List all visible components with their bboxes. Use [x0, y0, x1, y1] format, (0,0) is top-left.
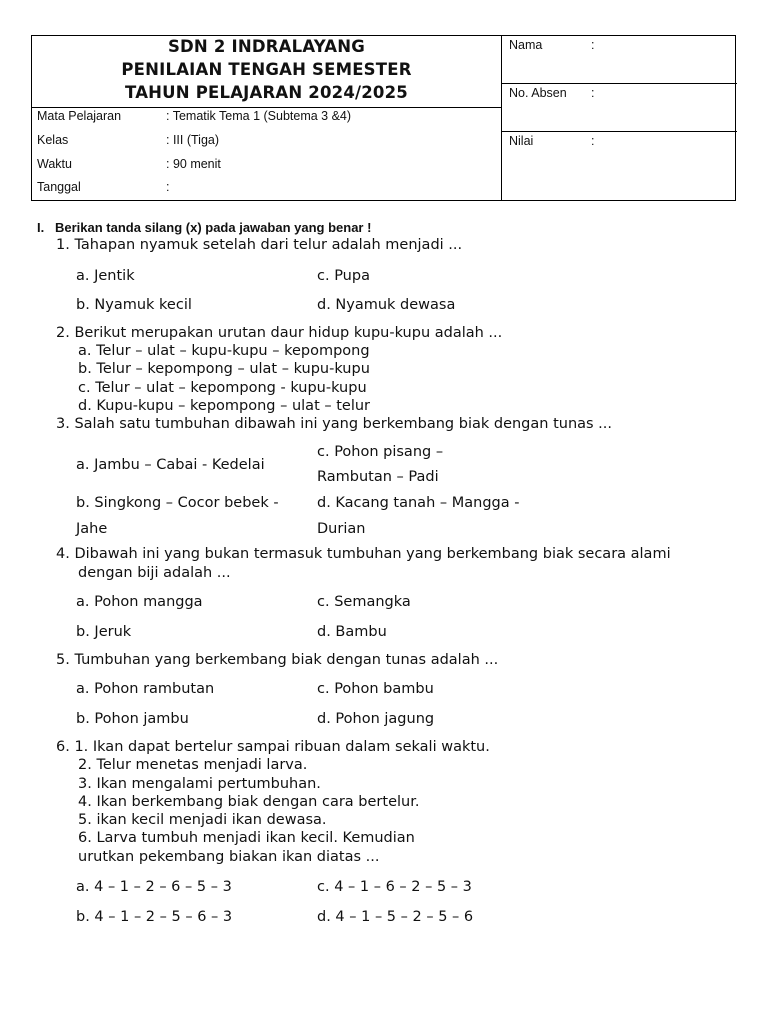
question-3-option-a[interactable]: a. Jambu – Cabai - Kedelai	[76, 457, 265, 473]
question-3-option-b-line2[interactable]: Jahe	[76, 521, 108, 537]
question-1-option-c[interactable]: c. Pupa	[317, 268, 370, 284]
class-value: : III (Tiga)	[166, 133, 220, 147]
name-value: :	[591, 38, 595, 52]
question-5-option-c[interactable]: c. Pohon bambu	[317, 681, 434, 697]
question-6-option-a[interactable]: a. 4 – 1 – 2 – 6 – 5 – 3	[76, 879, 232, 895]
question-1-option-a[interactable]: a. Jentik	[76, 268, 135, 284]
date-value: :	[166, 180, 170, 194]
question-6-option-b[interactable]: b. 4 – 1 – 2 – 5 – 6 – 3	[76, 909, 233, 925]
question-6-line-6: 6. Larva tumbuh menjadi ikan kecil. Kemudian	[78, 830, 415, 846]
question-4-option-a[interactable]: a. Pohon mangga	[76, 594, 203, 610]
question-1-text: 1. Tahapan nyamuk setelah dari telur adalah menjadi ...	[56, 237, 463, 253]
header-divider-right-1	[502, 83, 737, 84]
question-2-option-d[interactable]: d. Kupu-kupu – kepompong – ulat – telur	[78, 398, 371, 414]
header-divider-right-2	[502, 131, 737, 132]
school-year: TAHUN PELAJARAN 2024/2025	[125, 83, 408, 102]
question-5-text: 5. Tumbuhan yang berkembang biak dengan tunas adalah ...	[56, 652, 499, 668]
date-label: Tanggal	[37, 180, 81, 194]
header-divider-vertical	[501, 36, 502, 200]
absen-label: No. Absen	[509, 86, 567, 100]
question-6-line-4: 4. Ikan berkembang biak dengan cara bertelur.	[78, 794, 420, 810]
question-4-option-b[interactable]: b. Jeruk	[76, 624, 132, 640]
question-6-line-1: 6. 1. Ikan dapat bertelur sampai ribuan dalam sekali waktu.	[56, 739, 490, 755]
subject-label: Mata Pelajaran	[37, 109, 122, 123]
question-5-option-a[interactable]: a. Pohon rambutan	[76, 681, 215, 697]
question-6-option-d[interactable]: d. 4 – 1 – 5 – 2 – 5 – 6	[317, 909, 474, 925]
time-value: : 90 menit	[166, 157, 221, 171]
question-4-text-line2: dengan biji adalah ...	[78, 565, 231, 581]
question-6-line-2: 2. Telur menetas menjadi larva.	[78, 757, 308, 773]
question-4-text-line1: 4. Dibawah ini yang bukan termasuk tumbuhan yang berkembang biak secara alami	[56, 546, 671, 562]
time-label: Waktu	[37, 157, 72, 171]
name-label: Nama	[509, 38, 543, 52]
section-number: I.	[37, 220, 45, 235]
question-3-option-c-line2[interactable]: Rambutan – Padi	[317, 469, 439, 485]
header-box	[31, 35, 736, 201]
question-3-text: 3. Salah satu tumbuhan dibawah ini yang berkembang biak dengan tunas ...	[56, 416, 613, 432]
question-5-option-b[interactable]: b. Pohon jambu	[76, 711, 189, 727]
question-1-option-d[interactable]: d. Nyamuk dewasa	[317, 297, 456, 313]
question-6-line-5: 5. ikan kecil menjadi ikan dewasa.	[78, 812, 327, 828]
question-3-option-d-line1[interactable]: d. Kacang tanah – Mangga -	[317, 495, 520, 511]
question-6-line-7: urutkan pekembang biakan ikan diatas ...	[78, 849, 380, 865]
question-6-option-c[interactable]: c. 4 – 1 – 6 – 2 – 5 – 3	[317, 879, 472, 895]
question-2-option-c[interactable]: c. Telur – ulat – kepompong - kupu-kupu	[78, 380, 367, 396]
school-name: SDN 2 INDRALAYANG	[167, 37, 366, 56]
header-divider-left	[32, 107, 501, 108]
exam-title: PENILAIAN TENGAH SEMESTER	[121, 60, 412, 79]
question-3-option-b-line1[interactable]: b. Singkong – Cocor bebek -	[76, 495, 279, 511]
score-label: Nilai	[509, 134, 534, 148]
question-4-option-c[interactable]: c. Semangka	[317, 594, 411, 610]
section-instruction: Berikan tanda silang (x) pada jawaban yang benar !	[55, 220, 372, 235]
question-2-option-a[interactable]: a. Telur – ulat – kupu-kupu – kepompong	[78, 343, 370, 359]
score-value: :	[591, 134, 595, 148]
question-5-option-d[interactable]: d. Pohon jagung	[317, 711, 435, 727]
question-2-text: 2. Berikut merupakan urutan daur hidup kupu-kupu adalah ...	[56, 325, 503, 341]
subject-value: : Tematik Tema 1 (Subtema 3 &4)	[166, 109, 352, 123]
question-1-option-b[interactable]: b. Nyamuk kecil	[76, 297, 192, 313]
question-6-line-3: 3. Ikan mengalami pertumbuhan.	[78, 776, 321, 792]
question-3-option-d-line2[interactable]: Durian	[317, 521, 366, 537]
class-label: Kelas	[37, 133, 69, 147]
absen-value: :	[591, 86, 595, 100]
question-2-option-b[interactable]: b. Telur – kepompong – ulat – kupu-kupu	[78, 361, 370, 377]
question-4-option-d[interactable]: d. Bambu	[317, 624, 387, 640]
question-3-option-c-line1[interactable]: c. Pohon pisang –	[317, 444, 444, 460]
